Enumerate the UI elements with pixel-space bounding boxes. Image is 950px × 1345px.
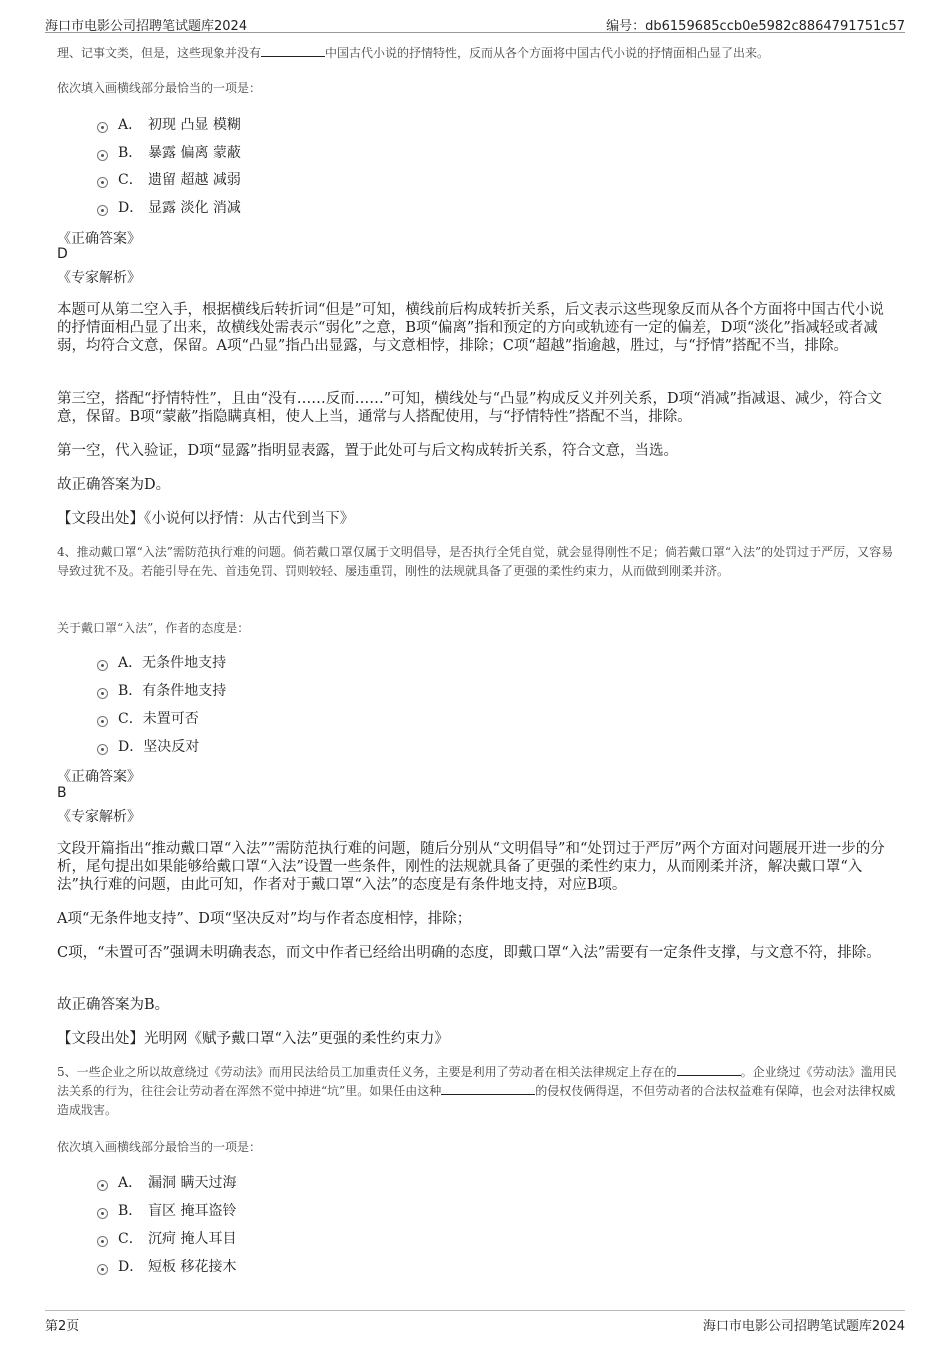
q5-option-d[interactable]: D． 短板 移花接木: [97, 1257, 236, 1277]
q3-analysis-p1: 本题可从第二空入手，根据横线后转折词“但是”可知，横线前后构成转折关系，后文表示这些现象反而从各个方面将中国古代小说的抒情面相凸显了出来，故横线处需表示“弱化”之意，B项“偏离”指和预定的方向或轨迹有一定的偏差，D项“淡化”指减轻或者减弱，均符合文意，保留。A项“凸显”指凸出显露，与文意相悖，排除；C项“超越”指逾越，胜过，与“抒情”搭配不当，排除。: [57, 302, 884, 354]
radio-icon[interactable]: [97, 1264, 108, 1275]
q4-analysis-p1: 文段开篇指出“推动戴口罩“入法””需防范执行难的问题，随后分别从“文明倡导”和“处罚过于严厉”两个方面对问题展开进一步的分析，尾句提出如果能够给戴口罩“入法”设置一些条件，刚性的法规就具备了更强的柔性约束力，从而刚柔并济，解决戴口罩“入法”执行难的问题，由此可知，作者对于戴口罩“入法”的态度是有条件地支持，对应B项。: [57, 841, 885, 893]
q5-blank-2: [441, 1082, 535, 1095]
q5-blank-1: [677, 1063, 741, 1076]
q4-analysis-label: 《专家解析》: [57, 809, 141, 825]
q4-answer-label: 《正确答案》: [57, 769, 141, 785]
q5-option-c[interactable]: C． 沉疴 掩人耳目: [97, 1229, 236, 1249]
q5-passage: 5、一些企业之所以故意绕过《劳动法》而用民法给员工加重责任义务，主要是利用了劳动者在相关法律规定上存在的 。企业绕过《劳动法》滥用民法关系的行为，往往会让劳动者在浑然不觉中掉进“坑”里。如果任由这种 的侵权伎俩得逞，不但劳动者的合法权益难有保障，也会对法律权威造成戕害。: [57, 1065, 897, 1117]
radio-icon[interactable]: [97, 150, 108, 161]
radio-icon[interactable]: [97, 744, 108, 755]
q3-text-post: 中国古代小说的抒情特性，反而从各个方面将中国古代小说的抒情面相凸显了出来。: [325, 46, 770, 60]
q3-analysis-p3: 第一空，代入验证，D项“显露”指明显表露，置于此处可与后文构成转折关系，符合文意，当选。: [57, 443, 678, 459]
q3-option-d[interactable]: D． 显露 淡化 消减: [97, 198, 241, 218]
q4-option-b[interactable]: B．有条件地支持: [97, 681, 226, 701]
q4-analysis-p4: 故正确答案为B。: [57, 997, 170, 1013]
q4-option-d[interactable]: D．坚决反对: [97, 737, 199, 757]
q3-blank: [261, 44, 325, 57]
page-number: 第2页: [45, 1319, 80, 1334]
q4-analysis-p2: A项“无条件地支持”、D项“坚决反对”均与作者态度相悖，排除；: [57, 911, 472, 927]
radio-icon[interactable]: [97, 660, 108, 671]
q4-option-a[interactable]: A．无条件地支持: [97, 653, 226, 673]
q3-option-b[interactable]: B． 暴露 偏离 蒙蔽: [97, 143, 241, 163]
q4-prompt: 关于戴口罩“入法”，作者的态度是：: [57, 621, 250, 635]
q4-passage: 4、推动戴口罩“入法”需防范执行难的问题。倘若戴口罩仅属于文明倡导，是否执行全凭自觉，就会显得刚性不足；倘若戴口罩“入法”的处罚过于严厉，又容易导致过犹不及。若能引导在先、首违免罚、罚则较轻、屡违重罚，刚性的法规就具备了更强的柔性约束力，从而做到刚柔并济。: [57, 545, 894, 578]
q3-analysis-p2: 第三空，搭配“抒情特性”，且由“没有……反而……”可知，横线处与“凸显”构成反义并列关系，D项“消减”指减退、减少，符合文意，保留。B项“蒙蔽”指隐瞒真相，使人上当，通常与人搭配使用，与“抒情特性”搭配不当，排除。: [57, 391, 882, 425]
q5-prompt: 依次填入画横线部分最恰当的一项是：: [57, 1140, 262, 1154]
q3-answer-label: 《正确答案》: [57, 231, 141, 247]
q4-answer: B: [57, 785, 67, 801]
radio-icon[interactable]: [97, 205, 108, 216]
footer-title: 海口市电影公司招聘笔试题库2024: [702, 1319, 905, 1334]
radio-icon[interactable]: [97, 1236, 108, 1247]
q3-passage-tail: [57, 44, 917, 63]
q3-answer: D: [57, 246, 68, 262]
q3-text-pre: 理、记事文类，但是，这些现象并没有: [57, 46, 262, 60]
q5-option-b[interactable]: B． 盲区 掩耳盗铃: [97, 1201, 236, 1221]
q3-analysis-p4: 故正确答案为D。: [57, 477, 171, 493]
radio-icon[interactable]: [97, 122, 108, 133]
radio-icon[interactable]: [97, 177, 108, 188]
q5-option-a[interactable]: A． 漏洞 瞒天过海: [97, 1173, 236, 1193]
radio-icon[interactable]: [97, 1208, 108, 1219]
header-title: 海口市电影公司招聘笔试题库2024: [45, 19, 248, 34]
header-doc-id: 编号：db6159685ccb0e5982c8864791751c57: [606, 19, 905, 34]
page-header: [45, 8, 905, 33]
q4-option-c[interactable]: C．未置可否: [97, 709, 199, 729]
q4-analysis-p3: C项，“未置可否”强调未明确表态，而文中作者已经给出明确的态度，即戴口罩“入法”需要有一定条件支撑，与文意不符，排除。: [57, 945, 881, 961]
radio-icon[interactable]: [97, 716, 108, 727]
q3-source: 【文段出处】《小说何以抒情：从古代到当下》: [57, 511, 355, 527]
q3-analysis-label: 《专家解析》: [57, 270, 141, 286]
q3-option-c[interactable]: C． 遗留 超越 减弱: [97, 170, 241, 190]
q3-prompt: 依次填入画横线部分最恰当的一项是：: [57, 81, 262, 95]
q3-option-a[interactable]: A． 初现 凸显 模糊: [97, 115, 241, 135]
page-footer: [45, 1310, 905, 1333]
radio-icon[interactable]: [97, 688, 108, 699]
radio-icon[interactable]: [97, 1180, 108, 1191]
q4-source: 【文段出处】光明网《赋予戴口罩“入法”更强的柔性约束力》: [57, 1031, 449, 1047]
